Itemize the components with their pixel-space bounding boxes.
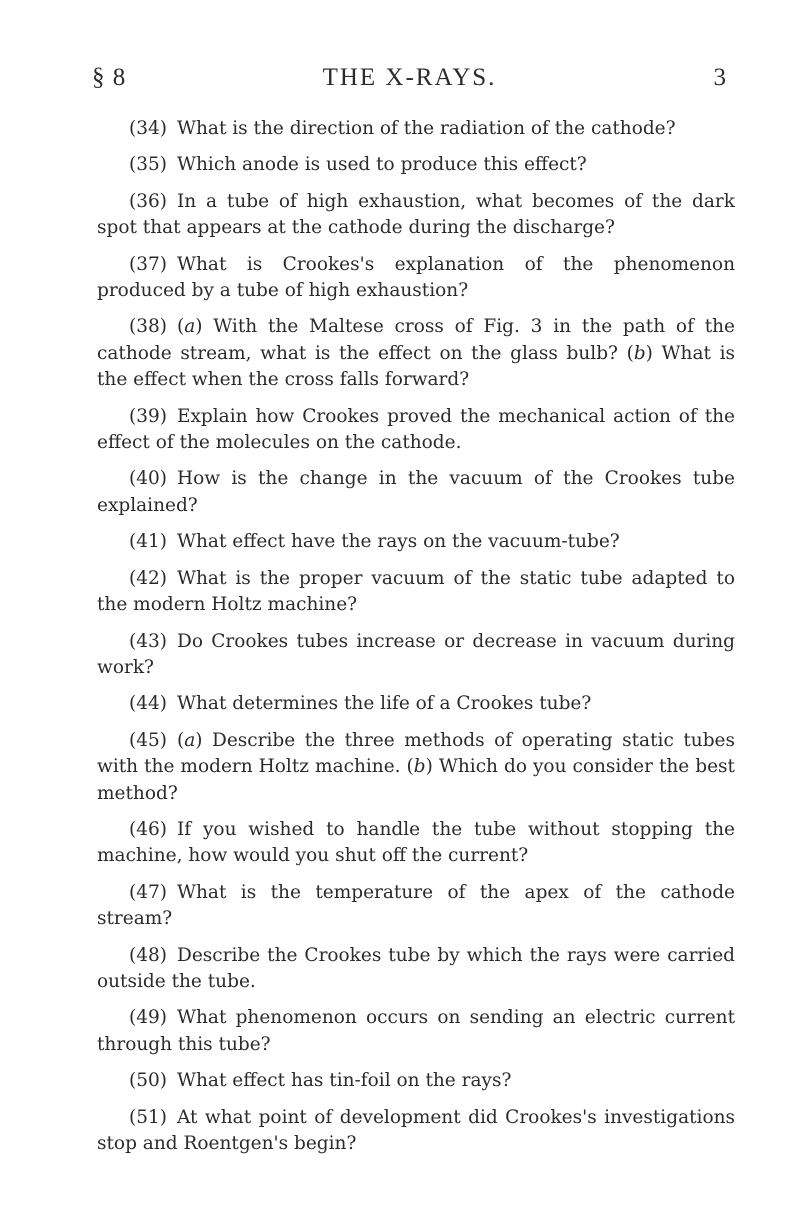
question-text: ) Which do you consider the best method? bbox=[97, 756, 735, 804]
question-item bbox=[97, 880, 735, 933]
question-number: (40) bbox=[129, 468, 167, 490]
question-text: Describe the Crookes tube by which the rays were carried outside the tube. bbox=[97, 944, 735, 992]
question-item bbox=[97, 404, 735, 457]
question-item bbox=[97, 629, 735, 682]
question-number: (46) bbox=[129, 818, 167, 840]
question-text: Explain how Crookes proved the mechanical action of the effect of the molecules on the cathode. bbox=[97, 405, 735, 454]
question-text: ( bbox=[176, 316, 185, 338]
question-text: What is the temperature of the apex of the cathode stream? bbox=[97, 881, 735, 930]
question-text: If you wished to handle the tube without stopping the machine, how would you shut off the current? bbox=[97, 818, 735, 867]
question-number: (50) bbox=[129, 1070, 167, 1092]
question-number: (48) bbox=[129, 944, 167, 966]
sub-question-letter: b bbox=[633, 342, 646, 364]
question-number: (34) bbox=[129, 118, 167, 139]
question-text: At what point of development did Crookes's investigations stop and Roentgen's begin? bbox=[97, 1106, 735, 1154]
question-text: What effect have the rays on the vacuum-tube? bbox=[176, 531, 620, 553]
question-text: In a tube of high exhaustion, what becomes of the dark spot that appears at the cathode during the discharge? bbox=[97, 190, 735, 239]
question-item bbox=[97, 466, 735, 519]
question-item bbox=[97, 943, 735, 996]
question-number: (43) bbox=[129, 630, 167, 652]
question-number: (45) bbox=[129, 729, 167, 751]
question-number: (49) bbox=[129, 1007, 167, 1029]
question-number: (51) bbox=[129, 1106, 167, 1128]
section-mark: § 8 bbox=[92, 64, 127, 91]
question-number: (38) bbox=[129, 316, 167, 338]
question-text: What is the proper vacuum of the static tube adapted to the modern Holtz machine? bbox=[97, 567, 735, 616]
question-text: What effect has tin-foil on the rays? bbox=[176, 1070, 512, 1092]
question-item bbox=[97, 1005, 735, 1058]
question-list bbox=[97, 116, 735, 1167]
question-text: What determines the life of a Crookes tube? bbox=[176, 693, 592, 715]
page-header bbox=[92, 64, 727, 104]
question-item bbox=[97, 116, 735, 142]
question-text: ) Describe the three methods of operating static tubes with the modern Holtz machine. ( bbox=[97, 729, 735, 778]
question-item bbox=[97, 728, 735, 807]
question-number: (42) bbox=[129, 567, 167, 589]
question-text: Which anode is used to produce this effect? bbox=[176, 154, 587, 176]
question-text: ) With the Maltese cross of Fig. 3 in the path of the cathode stream, what is the effect on the glass bulb? ( bbox=[97, 316, 735, 364]
question-number: (41) bbox=[129, 531, 167, 553]
question-text: ( bbox=[176, 729, 185, 751]
question-item bbox=[97, 566, 735, 619]
question-text: How is the change in the vacuum of the Crookes tube explained? bbox=[97, 468, 735, 516]
question-item bbox=[97, 1068, 735, 1094]
question-item bbox=[97, 152, 735, 178]
question-number: (37) bbox=[129, 253, 167, 275]
question-number: (47) bbox=[129, 881, 167, 903]
question-number: (35) bbox=[129, 154, 167, 176]
sub-question-letter: b bbox=[413, 756, 426, 778]
question-item bbox=[97, 314, 735, 393]
running-title: THE X-RAYS. bbox=[322, 64, 497, 91]
question-number: (39) bbox=[129, 405, 167, 427]
question-text: What is the direction of the radiation of the cathode? bbox=[176, 118, 676, 139]
question-text: ) What is the effect when the cross falls forward? bbox=[97, 342, 735, 391]
question-text: Do Crookes tubes increase or decrease in vacuum during work? bbox=[97, 630, 735, 678]
question-item bbox=[97, 1105, 735, 1158]
question-number: (44) bbox=[129, 693, 167, 715]
question-number: (36) bbox=[129, 190, 167, 212]
question-text: What phenomenon occurs on sending an electric current through this tube? bbox=[97, 1007, 735, 1055]
page-number: 3 bbox=[713, 64, 727, 91]
question-item bbox=[97, 189, 735, 242]
question-item bbox=[97, 691, 735, 717]
sub-question-letter: a bbox=[184, 729, 196, 751]
question-item bbox=[97, 529, 735, 555]
question-text: What is Crookes's explanation of the phenomenon produced by a tube of high exhaustion? bbox=[97, 253, 735, 302]
question-item bbox=[97, 817, 735, 870]
sub-question-letter: a bbox=[184, 316, 196, 338]
question-item bbox=[97, 252, 735, 305]
